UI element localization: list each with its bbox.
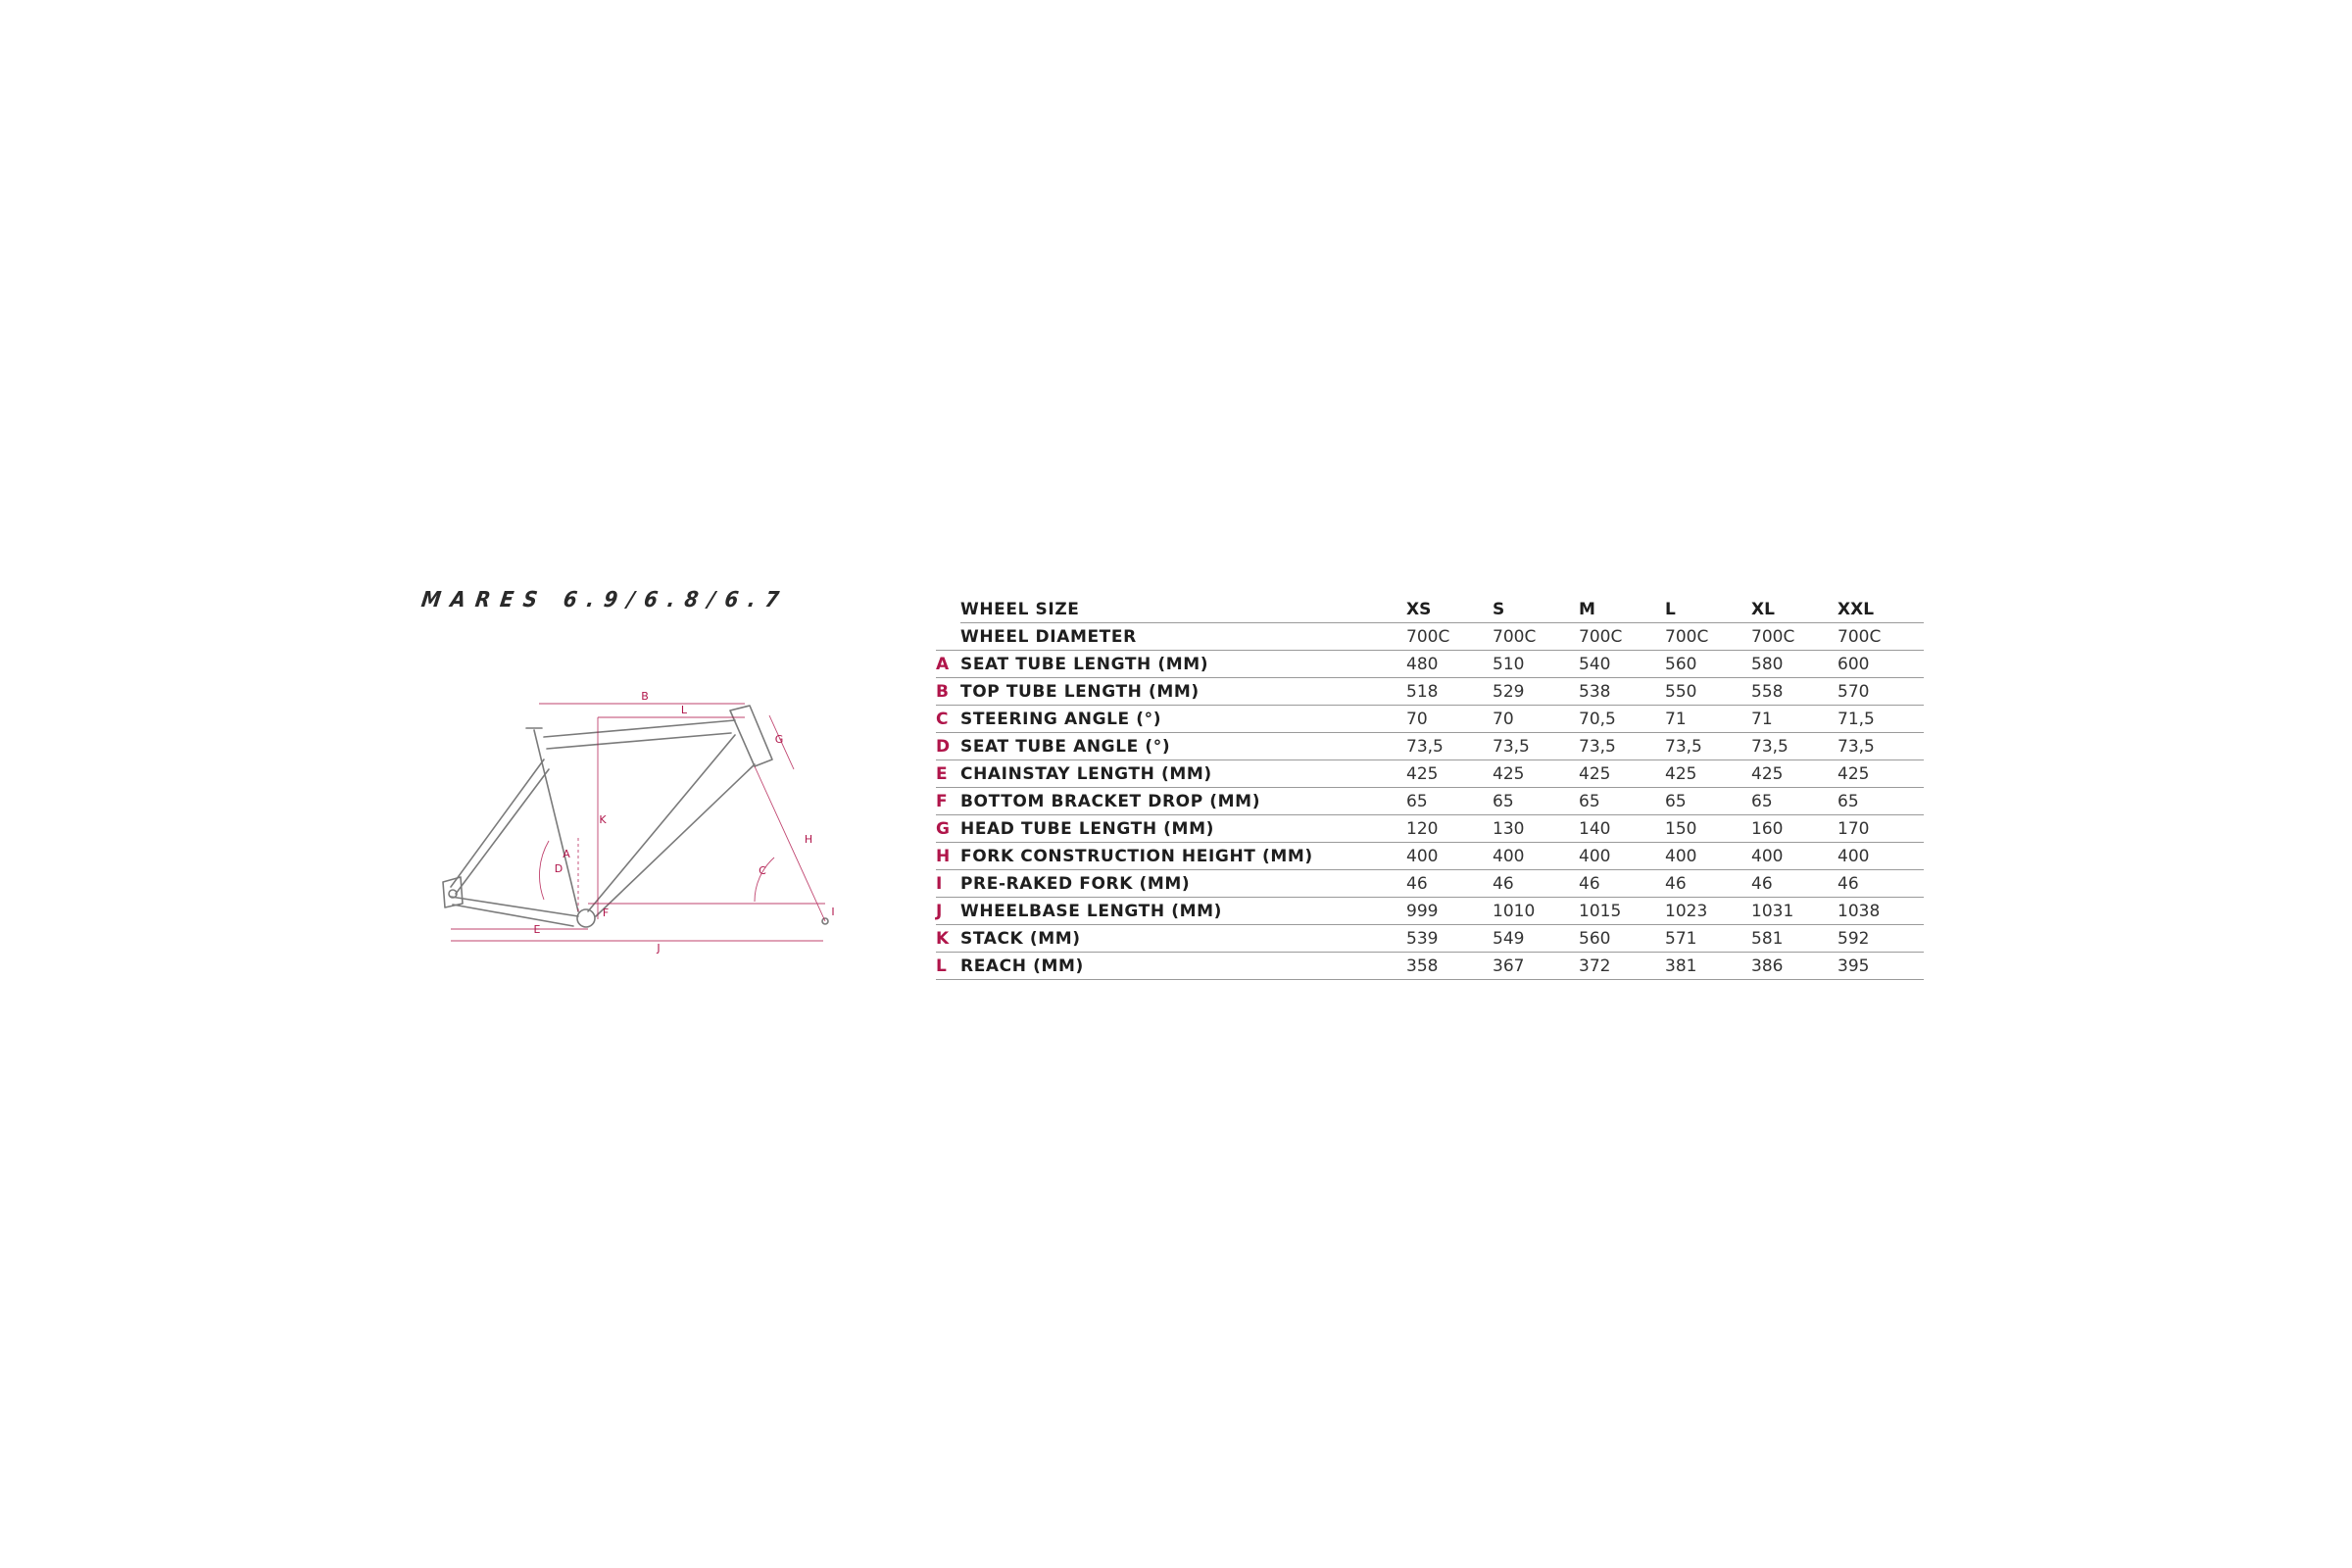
table-header-row	[936, 596, 1924, 623]
row-label: FORK CONSTRUCTION HEIGHT (MM)	[960, 843, 1406, 870]
row-value: 571	[1665, 925, 1751, 953]
row-value: 381	[1665, 953, 1751, 980]
row-value: 999	[1406, 898, 1493, 925]
row-label: REACH (MM)	[960, 953, 1406, 980]
row-value: 70	[1493, 706, 1579, 733]
chainstay-lower	[453, 905, 573, 926]
row-value: 700C	[1838, 623, 1924, 651]
table-row	[936, 733, 1924, 760]
row-value: 425	[1579, 760, 1665, 788]
diagram-label-k: K	[599, 813, 607, 826]
row-value: 540	[1579, 651, 1665, 678]
chainstay-upper	[451, 897, 578, 916]
row-value: 1031	[1751, 898, 1838, 925]
row-label: WHEELBASE LENGTH (MM)	[960, 898, 1406, 925]
row-value: 560	[1579, 925, 1665, 953]
row-value: 71	[1751, 706, 1838, 733]
seat-tube	[534, 730, 578, 911]
diagram-label-g: G	[774, 733, 784, 746]
row-label: PRE-RAKED FORK (MM)	[960, 870, 1406, 898]
row-letter: B	[936, 678, 960, 706]
row-value: 425	[1493, 760, 1579, 788]
dim-line-h	[755, 766, 825, 921]
row-value: 372	[1579, 953, 1665, 980]
row-value: 65	[1406, 788, 1493, 815]
row-value: 549	[1493, 925, 1579, 953]
row-letter: J	[936, 898, 960, 925]
row-value: 65	[1751, 788, 1838, 815]
row-value: 395	[1838, 953, 1924, 980]
table-row	[936, 788, 1924, 815]
table-row	[936, 760, 1924, 788]
frame-geometry-diagram	[431, 676, 843, 960]
diagram-label-l: L	[680, 704, 688, 716]
row-letter: C	[936, 706, 960, 733]
row-value: 150	[1665, 815, 1751, 843]
row-value: 65	[1838, 788, 1924, 815]
header-letter-cell	[936, 596, 960, 623]
seat-stay-lower	[456, 769, 549, 894]
row-letter: K	[936, 925, 960, 953]
row-value: 510	[1493, 651, 1579, 678]
down-tube-lower	[596, 764, 755, 916]
size-header-xl: XL	[1751, 596, 1838, 623]
page-title: MARES 6.9/6.8/6.7	[419, 588, 791, 612]
row-value: 592	[1838, 925, 1924, 953]
row-value: 70	[1406, 706, 1493, 733]
row-value: 1023	[1665, 898, 1751, 925]
row-label: SEAT TUBE ANGLE (°)	[960, 733, 1406, 760]
row-label: STACK (MM)	[960, 925, 1406, 953]
row-value: 65	[1493, 788, 1579, 815]
row-value: 581	[1751, 925, 1838, 953]
row-value: 65	[1579, 788, 1665, 815]
row-value: 140	[1579, 815, 1665, 843]
table-row	[936, 925, 1924, 953]
table-row	[936, 870, 1924, 898]
row-value: 160	[1751, 815, 1838, 843]
table-row	[936, 843, 1924, 870]
row-value: 46	[1838, 870, 1924, 898]
row-value: 400	[1838, 843, 1924, 870]
table-row	[936, 651, 1924, 678]
row-label: STEERING ANGLE (°)	[960, 706, 1406, 733]
diagram-label-i: I	[831, 906, 835, 918]
diagram-label-a: A	[563, 848, 570, 860]
row-value: 425	[1751, 760, 1838, 788]
row-label: CHAINSTAY LENGTH (MM)	[960, 760, 1406, 788]
row-value: 600	[1838, 651, 1924, 678]
row-value: 73,5	[1665, 733, 1751, 760]
geometry-table	[936, 596, 1924, 980]
rear-dropout	[443, 877, 463, 907]
diagram-label-b: B	[641, 690, 649, 703]
table-row	[936, 953, 1924, 980]
row-label: HEAD TUBE LENGTH (MM)	[960, 815, 1406, 843]
row-letter	[936, 623, 960, 651]
row-value: 700C	[1493, 623, 1579, 651]
row-label: TOP TUBE LENGTH (MM)	[960, 678, 1406, 706]
row-value: 539	[1406, 925, 1493, 953]
diagram-label-c: C	[759, 864, 766, 877]
top-tube-lower	[547, 733, 731, 749]
row-value: 386	[1751, 953, 1838, 980]
row-value: 1038	[1838, 898, 1924, 925]
row-value: 65	[1665, 788, 1751, 815]
row-value: 71	[1665, 706, 1751, 733]
row-value: 400	[1665, 843, 1751, 870]
row-value: 400	[1406, 843, 1493, 870]
row-value: 71,5	[1838, 706, 1924, 733]
row-value: 529	[1493, 678, 1579, 706]
table-row	[936, 706, 1924, 733]
row-value: 46	[1406, 870, 1493, 898]
row-letter: H	[936, 843, 960, 870]
diagram-label-e: E	[533, 923, 541, 936]
row-value: 550	[1665, 678, 1751, 706]
row-value: 700C	[1665, 623, 1751, 651]
row-value: 538	[1579, 678, 1665, 706]
row-letter: A	[936, 651, 960, 678]
table-row	[936, 678, 1924, 706]
row-value: 700C	[1751, 623, 1838, 651]
row-value: 73,5	[1406, 733, 1493, 760]
row-value: 570	[1838, 678, 1924, 706]
head-tube	[730, 706, 772, 766]
row-label: WHEEL DIAMETER	[960, 623, 1406, 651]
row-value: 518	[1406, 678, 1493, 706]
row-letter: L	[936, 953, 960, 980]
row-value: 560	[1665, 651, 1751, 678]
row-value: 367	[1493, 953, 1579, 980]
size-header-m: M	[1579, 596, 1665, 623]
table-row	[936, 623, 1924, 651]
row-value: 400	[1579, 843, 1665, 870]
row-value: 425	[1665, 760, 1751, 788]
row-value: 73,5	[1579, 733, 1665, 760]
row-value: 480	[1406, 651, 1493, 678]
diagram-label-f: F	[602, 906, 610, 919]
table-row	[936, 898, 1924, 925]
row-value: 70,5	[1579, 706, 1665, 733]
size-header-l: L	[1665, 596, 1751, 623]
diagram-label-d: D	[554, 862, 564, 875]
row-value: 425	[1838, 760, 1924, 788]
diagram-label-h: H	[804, 833, 813, 846]
seat-stay-upper	[451, 760, 544, 887]
diagram-label-j: J	[657, 942, 661, 955]
row-label: SEAT TUBE LENGTH (MM)	[960, 651, 1406, 678]
row-value: 73,5	[1493, 733, 1579, 760]
row-value: 46	[1665, 870, 1751, 898]
row-value: 73,5	[1751, 733, 1838, 760]
size-header-xs: XS	[1406, 596, 1493, 623]
row-letter: E	[936, 760, 960, 788]
row-letter: G	[936, 815, 960, 843]
row-value: 170	[1838, 815, 1924, 843]
size-header-xxl: XXL	[1838, 596, 1924, 623]
row-label: BOTTOM BRACKET DROP (MM)	[960, 788, 1406, 815]
row-value: 358	[1406, 953, 1493, 980]
dim-arc-d	[539, 841, 549, 900]
row-value: 558	[1751, 678, 1838, 706]
row-value: 700C	[1406, 623, 1493, 651]
row-value: 73,5	[1838, 733, 1924, 760]
row-value: 580	[1751, 651, 1838, 678]
row-value: 130	[1493, 815, 1579, 843]
row-value: 46	[1751, 870, 1838, 898]
table-row	[936, 815, 1924, 843]
row-letter: I	[936, 870, 960, 898]
row-value: 46	[1493, 870, 1579, 898]
row-letter: F	[936, 788, 960, 815]
row-value: 400	[1493, 843, 1579, 870]
down-tube-upper	[588, 735, 735, 911]
row-value: 120	[1406, 815, 1493, 843]
row-value: 400	[1751, 843, 1838, 870]
row-value: 46	[1579, 870, 1665, 898]
row-value: 1010	[1493, 898, 1579, 925]
row-value: 1015	[1579, 898, 1665, 925]
size-header-s: S	[1493, 596, 1579, 623]
row-value: 425	[1406, 760, 1493, 788]
bottom-bracket	[577, 909, 595, 927]
row-value: 700C	[1579, 623, 1665, 651]
row-letter: D	[936, 733, 960, 760]
header-wheel-size: WHEEL SIZE	[960, 596, 1406, 623]
